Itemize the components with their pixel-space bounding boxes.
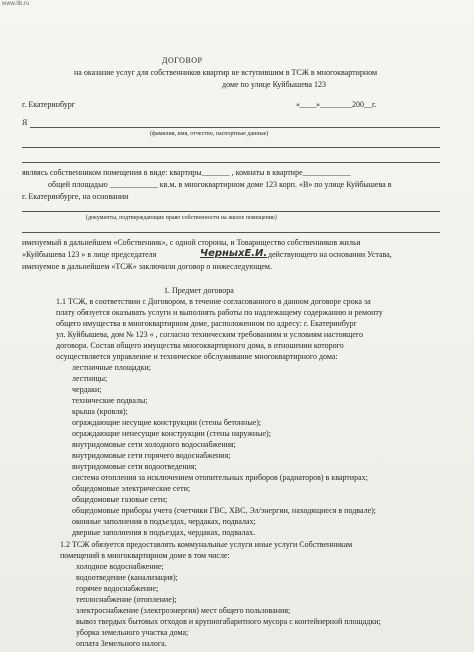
- parties-line-2b: действующего на основании Устава,: [268, 250, 392, 259]
- list1-item-3: технические подвалы;: [72, 396, 148, 405]
- p1-line-3: ул. Куйбышева, дом № 123 « , согласно техническим требованиям и условиям настоящего: [56, 330, 363, 339]
- owner-area-line-2: г. Екатеринбурге, на основании: [22, 192, 129, 201]
- document-subtitle-line1: на оказание услуг для собственников квартир не вступившим в ТСЖ в многоквартирном: [74, 68, 378, 77]
- list1-item-11: общедомовые электрические сети;: [72, 484, 191, 493]
- ownership-doc-line: [22, 211, 440, 212]
- list1-item-9: внутридомовые сети водоотведения;: [72, 462, 197, 471]
- list1-item-10: система отопления за исключением отопительных приборов (радиаторов) в квартирах;: [72, 473, 368, 482]
- owner-name-hint: (фамилия, имя, отчество, паспортные данные): [150, 131, 269, 137]
- list2-item-6: уборка земельного участка дома;: [76, 628, 189, 637]
- p1-line-5: осуществляется управление и техническое обслуживание многоквартирного дома:: [56, 352, 338, 361]
- document-title: ДОГОВОР: [162, 56, 203, 65]
- list1-item-5: ограждающие несущие конструкции (стены бетонные);: [72, 418, 262, 427]
- owner-area-line-1: общей площадью ____________ кв.м. в многоквартирном доме 123 корп. «В» по улице Куйбышева в: [48, 180, 392, 189]
- document-subtitle-line2: доме по улице Куйбышева 123: [222, 80, 326, 89]
- ownership-doc-hint: (документы, подтверждающие право собственности на жилое помещение): [86, 215, 277, 221]
- city-label: г. Екатеринбург: [22, 100, 76, 109]
- p2-line-0: 1.2 ТСЖ обязуется предоставлять коммунальные услуги иные услуги Собственникам: [60, 540, 353, 549]
- watermark: www.lib.ru: [2, 1, 30, 7]
- parties-line-1: именуемый в дальнейшем «Собственник», с одной стороны, и Товарищество собственников жилья: [22, 238, 361, 247]
- parties-line-3: именуемое в дальнейшем «ТСЖ» заключили договор о нижеследующем.: [22, 262, 272, 271]
- i-label: Я: [22, 118, 28, 127]
- section1-heading: 1. Предмет договора: [164, 286, 234, 295]
- passport-line-1: [22, 147, 440, 148]
- list2-item-1: водоотведение (канализация);: [76, 573, 178, 582]
- list2-item-0: холодное водоснабжение;: [76, 562, 164, 571]
- p1-line-4: договора. Состав общего имущества многоквартирного дома, в отношении которого: [56, 341, 344, 350]
- list1-item-13: общедомовые приборы учета (счетчики ГВС, ХВС, Эл/энергии, находящиеся в подвале);: [72, 506, 377, 515]
- owner-name-line: [30, 127, 440, 128]
- list1-item-14: оконные заполнения в подъездах, чердаках, подвалах;: [72, 517, 256, 526]
- list2-item-5: вывоз твердых бытовых отходов и крупногабаритного мусора с контейнерной площадки;: [76, 617, 381, 626]
- list1-item-12: общедомовые газовые сети;: [72, 495, 168, 504]
- list2-item-7: оплата Земельного налога.: [76, 639, 167, 648]
- p1-line-0: 1.1 ТСЖ, в соответствии с Договором, в течение согласованного в данном договоре срока за: [56, 297, 371, 306]
- list1-item-1: лестницы;: [72, 374, 108, 383]
- contract-date-field: «____»________200__г.: [296, 100, 377, 109]
- list1-item-2: чердаки;: [72, 385, 102, 394]
- list1-item-6: ограждающие ненесущие конструкции (стены наружные);: [72, 429, 271, 438]
- list1-item-8: внутридомовые сети горячего водоснабжения;: [72, 451, 231, 460]
- parties-line-2a: «Куйбышева 123 » в лице председателя: [22, 250, 157, 259]
- list2-item-4: электроснабжение (электроэнергия) мест общего пользования;: [76, 606, 291, 615]
- list2-item-2: горячее водоснабжение;: [76, 584, 159, 593]
- p1-line-1: плату обязуется оказывать услуги и выполнять работы по надлежащему содержанию и ремонту: [56, 308, 383, 317]
- passport-line-2: [22, 162, 440, 163]
- list2-item-3: теплоснабжение (отопление);: [76, 595, 177, 604]
- owner-premises-line: являясь собственником помещения в виде: квартиры_______ , комнаты в квартире____________: [22, 168, 351, 177]
- ownership-doc-line-2: [22, 232, 440, 233]
- chairman-handwritten-name: ЧерныхЕ.И.: [200, 248, 268, 259]
- p2-line-1: помещений в многоквартирном доме в том числе:: [60, 551, 230, 560]
- p1-line-2: общего имущества в многоквартирном доме, расположенном по адресу: г. Екатеринбург: [56, 319, 357, 328]
- list1-item-7: внутридомовые сети холодного водоснабжения;: [72, 440, 236, 449]
- list1-item-0: лестничные площадки;: [72, 363, 152, 372]
- list1-item-15: дверные заполнения в подъездах, чердаках, подвалах.: [72, 528, 256, 537]
- list1-item-4: крыша (кровля);: [72, 407, 128, 416]
